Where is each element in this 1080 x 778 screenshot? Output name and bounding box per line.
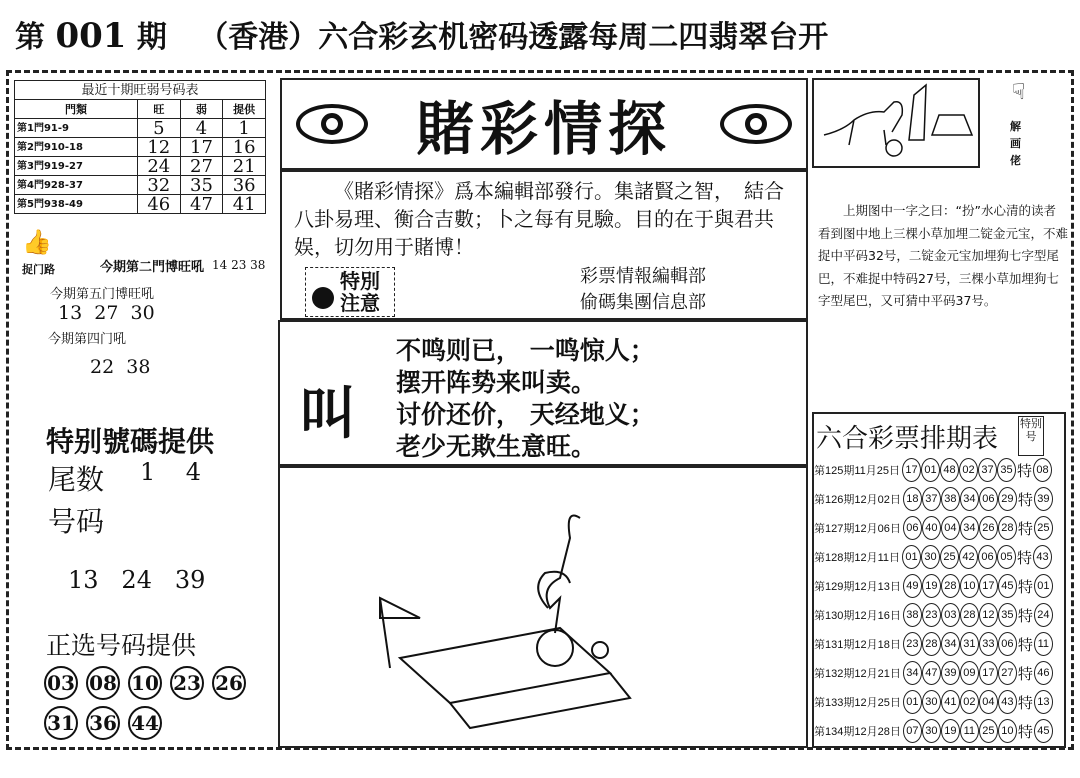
- stats-header: 門類: [15, 100, 138, 119]
- draw-number: 27: [998, 661, 1017, 685]
- draw-number: 18: [903, 487, 922, 511]
- issue-number: 001: [55, 16, 127, 56]
- draw-date: 第125期11月25日: [814, 465, 901, 477]
- schedule-row: [814, 719, 1053, 743]
- draw-number: 28: [998, 516, 1017, 540]
- stats-header: 提供: [223, 100, 266, 119]
- draw-number: 31: [960, 632, 979, 656]
- special-number: 11: [1034, 632, 1053, 656]
- special-mark: 特: [1017, 519, 1033, 538]
- draw-number: 02: [959, 458, 978, 482]
- cell-value: 32: [137, 176, 180, 195]
- schedule-row: [814, 487, 1053, 511]
- riddle-illustration: [812, 78, 980, 168]
- row-label: 第2門910-18: [15, 138, 138, 157]
- cell-value: 36: [223, 176, 266, 195]
- schedule-row: [814, 545, 1052, 569]
- special-mark: 特: [1017, 577, 1033, 596]
- draw-number: 29: [998, 487, 1017, 511]
- cell-value: 47: [180, 195, 223, 214]
- table-row: [15, 195, 266, 214]
- draw-number: 09: [960, 661, 979, 685]
- special-number: 39: [1034, 487, 1053, 511]
- riddle-label: 解画佬: [1010, 120, 1021, 167]
- schedule-row: [814, 661, 1053, 685]
- draw-number: 23: [922, 603, 941, 627]
- eye-icon: [296, 104, 368, 144]
- cell-value: 5: [137, 119, 180, 138]
- draw-number: 01: [903, 690, 922, 714]
- draw-number: 48: [940, 458, 959, 482]
- schedule-row: [814, 574, 1053, 598]
- draw-number: 34: [960, 516, 979, 540]
- special-number-header: 特别号: [1018, 416, 1044, 456]
- draw-number: 19: [941, 719, 960, 743]
- pointing-hand-icon: ☟: [1012, 80, 1026, 105]
- cell-value: 46: [137, 195, 180, 214]
- draw-number: 10: [960, 574, 979, 598]
- draw-number: 30: [922, 719, 941, 743]
- special-number: 01: [1034, 574, 1053, 598]
- pick-ball: 10: [128, 666, 162, 700]
- tail-numbers: 1 4: [140, 458, 202, 486]
- pick-ball: 36: [86, 706, 120, 740]
- crane-drawing: [280, 468, 806, 746]
- tail-label: 尾数: [48, 463, 105, 496]
- draw-number: 12: [979, 603, 998, 627]
- schedule-title: 六合彩票排期表: [816, 424, 999, 454]
- pick-ball: 03: [44, 666, 78, 700]
- draw-number: 17: [979, 574, 998, 598]
- draw-number: 30: [922, 690, 941, 714]
- draw-number: 06: [903, 516, 922, 540]
- draw-number: 17: [902, 458, 921, 482]
- draw-number: 10: [998, 719, 1017, 743]
- draw-number: 38: [941, 487, 960, 511]
- cell-value: 16: [223, 138, 266, 157]
- masthead-title: 賭彩情探: [415, 95, 672, 163]
- special-number: 45: [1034, 719, 1053, 743]
- pick-ball: 23: [170, 666, 204, 700]
- draw-number: 11: [960, 719, 979, 743]
- draw-number: 41: [941, 690, 960, 714]
- draw-number: 03: [941, 603, 960, 627]
- table-row: [15, 138, 266, 157]
- stats-caption: 最近十期旺弱号码表: [15, 81, 266, 100]
- draw-number: 04: [941, 516, 960, 540]
- riddle-text: 上期图中一字之曰：“扮”水心清的读者看到图中地上三棵小草加埋二锭金元宝，不难捉中平码32号，二锭金元宝加埋狗七字型尾巴，不难捉中特码27号，三棵小草加埋狗七字型尾巴，又可猜中平码37号。: [818, 203, 1069, 308]
- schedule-row: [814, 603, 1053, 627]
- intro-text: 《賭彩情探》爲本編輯部發行。集諸賢之智， 結合八卦易理、衡合吉數；卜之每有見驗。目的在于與君共娱，切勿用于賭博！: [294, 179, 784, 259]
- pick-ball: 31: [44, 706, 78, 740]
- page-header: [15, 12, 1075, 62]
- poem-char: 叫: [300, 381, 356, 447]
- draw-number: 06: [978, 545, 997, 569]
- schedule-row: [814, 690, 1053, 714]
- draw-number: 02: [960, 690, 979, 714]
- cell-value: 17: [180, 138, 223, 157]
- dog-drawing: [814, 80, 978, 166]
- draw-number: 34: [941, 632, 960, 656]
- cell-value: 35: [180, 176, 223, 195]
- draw-number: 01: [921, 458, 940, 482]
- poem-line: 讨价还价， 天经地义；: [396, 400, 655, 429]
- draw-number: 35: [997, 458, 1016, 482]
- draw-number: 43: [998, 690, 1017, 714]
- special-number: 13: [1034, 690, 1053, 714]
- cell-value: 41: [223, 195, 266, 214]
- draw-number: 35: [998, 603, 1017, 627]
- crane-illustration: [278, 466, 808, 748]
- cell-value: 24: [137, 157, 180, 176]
- special-title: 特别號碼提供: [46, 425, 215, 458]
- draw-number: 17: [979, 661, 998, 685]
- special-mark: 特: [1017, 461, 1033, 480]
- tips-label: 捉门路: [22, 263, 55, 276]
- tip-line-2: 今期第五门博旺吼: [50, 287, 155, 302]
- pick-ball: 08: [86, 666, 120, 700]
- poem-line: 摆开阵势来叫卖。: [396, 368, 597, 397]
- bomb-icon: [312, 287, 334, 309]
- tip-line-2-numbers: 13 27 30: [58, 302, 155, 324]
- tip-line-1-numbers: 14 23 38: [212, 258, 266, 272]
- pick-ball: 44: [128, 706, 162, 740]
- draw-number: 06: [979, 487, 998, 511]
- draw-number: 26: [979, 516, 998, 540]
- stats-header: 弱: [180, 100, 223, 119]
- special-mark: 特: [1017, 664, 1033, 683]
- draw-number: 04: [979, 690, 998, 714]
- thumbs-up-icon: 👍: [22, 228, 52, 256]
- special-mark: 特: [1017, 693, 1033, 712]
- special-mark: 特: [1017, 635, 1033, 654]
- draw-number: 06: [998, 632, 1017, 656]
- draw-number: 28: [960, 603, 979, 627]
- draw-number: 30: [921, 545, 940, 569]
- signature-line-2: 偷碼集團信息部: [580, 292, 706, 313]
- eye-icon: [720, 104, 792, 144]
- draw-number: 39: [941, 661, 960, 685]
- draw-number: 28: [941, 574, 960, 598]
- draw-number: 40: [922, 516, 941, 540]
- issue-suffix: 期: [136, 20, 167, 55]
- code-numbers: 13 24 39: [68, 566, 206, 594]
- special-number: 43: [1033, 545, 1052, 569]
- draw-number: 33: [979, 632, 998, 656]
- cell-value: 27: [180, 157, 223, 176]
- draw-date: 第130期12月16日: [814, 610, 901, 622]
- draw-date: 第127期12月06日: [814, 523, 901, 535]
- table-row: [15, 119, 266, 138]
- draw-number: 34: [960, 487, 979, 511]
- draw-number: 25: [940, 545, 959, 569]
- draw-number: 47: [922, 661, 941, 685]
- draw-date: 第126期12月02日: [814, 494, 901, 506]
- draw-date: 第133期12月25日: [814, 697, 901, 709]
- cell-value: 4: [180, 119, 223, 138]
- special-mark: 特: [1017, 548, 1033, 567]
- tip-line-3: 今期第四门吼: [48, 332, 127, 347]
- special-mark: 特: [1017, 490, 1033, 509]
- special-number: 08: [1033, 458, 1052, 482]
- draw-number: 42: [959, 545, 978, 569]
- signature-line-1: 彩票情報編輯部: [580, 266, 706, 287]
- stats-table: [14, 80, 266, 214]
- draw-number: 25: [979, 719, 998, 743]
- draw-number: 23: [903, 632, 922, 656]
- poem-line: 老少无欺生意旺。: [396, 432, 597, 461]
- draw-number: 19: [922, 574, 941, 598]
- draw-date: 第134期12月28日: [814, 726, 901, 738]
- cell-value: 1: [223, 119, 266, 138]
- draw-date: 第129期12月13日: [814, 581, 901, 593]
- draw-date: 第132期12月21日: [814, 668, 901, 680]
- stats-header: 旺: [137, 100, 180, 119]
- poem-lines: [396, 335, 655, 463]
- tip-line-3-numbers: 22 38: [90, 356, 151, 378]
- row-label: 第3門919-27: [15, 157, 138, 176]
- special-mark: 特: [1017, 722, 1033, 741]
- poem-line: 不鸣则已， 一鸣惊人；: [396, 336, 655, 365]
- row-label: 第5門938-49: [15, 195, 138, 214]
- cell-value: 12: [137, 138, 180, 157]
- draw-number: 07: [903, 719, 922, 743]
- draw-number: 01: [902, 545, 921, 569]
- schedule-row: [814, 632, 1053, 656]
- signature: [580, 264, 706, 316]
- draw-number: 37: [922, 487, 941, 511]
- draw-number: 34: [903, 661, 922, 685]
- draw-date: 第128期12月11日: [814, 552, 901, 564]
- special-number: 25: [1034, 516, 1053, 540]
- masthead: [280, 78, 808, 170]
- row-label: 第1門91-9: [15, 119, 138, 138]
- picks-title: 正选号码提供: [46, 631, 197, 660]
- notice-line-2: 注意: [340, 291, 380, 315]
- row-label: 第4門928-37: [15, 176, 138, 195]
- draw-date: 第131期12月18日: [814, 639, 901, 651]
- special-mark: 特: [1017, 606, 1033, 625]
- draw-number: 45: [998, 574, 1017, 598]
- cell-value: 21: [223, 157, 266, 176]
- draw-number: 05: [997, 545, 1016, 569]
- special-number: 24: [1034, 603, 1053, 627]
- draw-number: 37: [978, 458, 997, 482]
- schedule-row: [814, 516, 1053, 540]
- schedule-row: [814, 458, 1052, 482]
- issue-prefix: 第: [15, 20, 45, 55]
- draw-number: 49: [903, 574, 922, 598]
- special-number: 46: [1034, 661, 1053, 685]
- notice-line-1: 特別: [340, 269, 380, 293]
- picks-balls: [44, 666, 274, 746]
- draw-number: 28: [922, 632, 941, 656]
- table-row: [15, 176, 266, 195]
- draw-number: 38: [903, 603, 922, 627]
- tip-line-1: 今期第二門博旺吼: [100, 260, 205, 275]
- headline: （香港）六合彩玄机密码透露每周二四翡翠台开: [198, 20, 829, 55]
- pick-ball: 26: [212, 666, 246, 700]
- table-row: [15, 157, 266, 176]
- code-label: 号码: [48, 505, 105, 538]
